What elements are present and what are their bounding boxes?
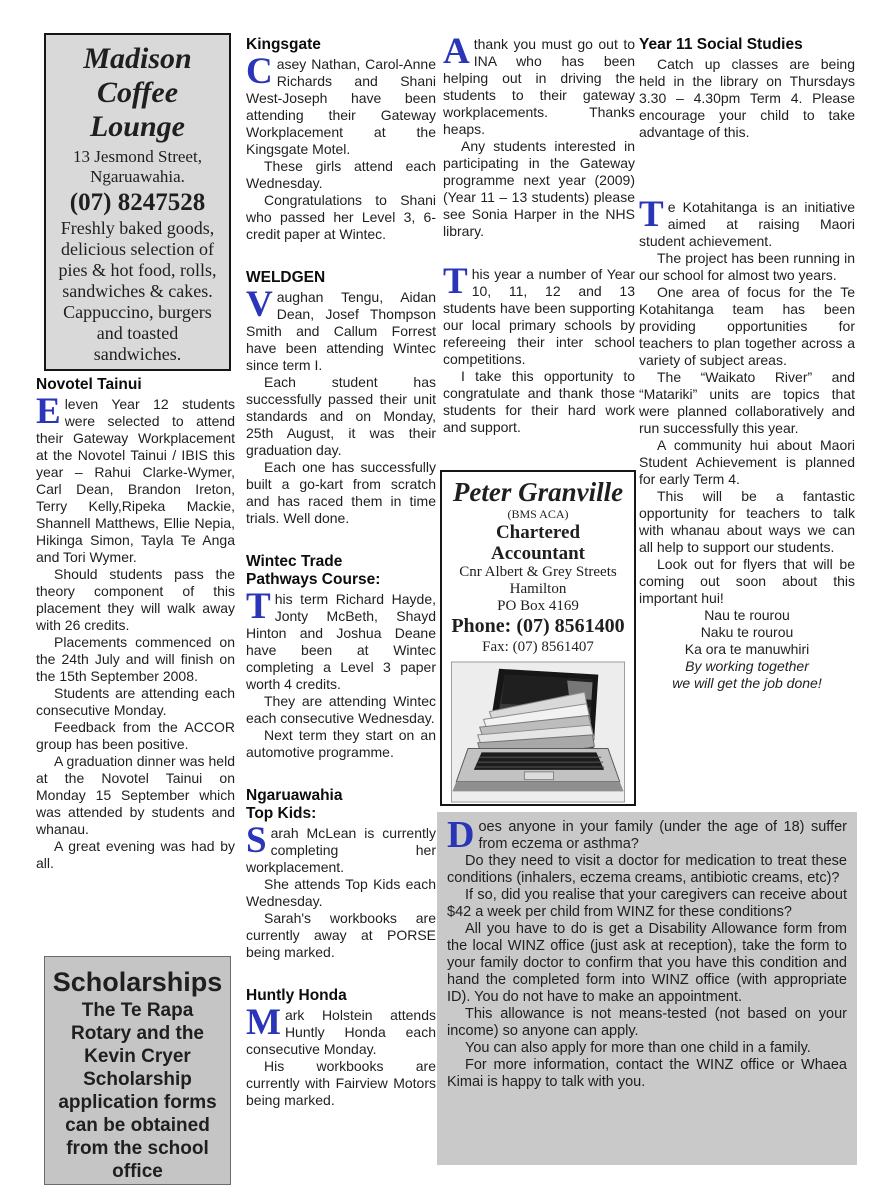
accountant-address [445,564,631,615]
ad-description [50,218,225,365]
accountant-phone: Phone: (07) 8561400 [451,615,625,637]
article-heading-line: Novotel Tainui [36,376,142,393]
article-weldgen [246,269,436,527]
article-year11-social-studies [639,36,855,141]
paragraph: Te Kotahitanga is an initiative aimed at raising Maori student achievement. [639,194,855,249]
accountant-address-line: PO Box 4169 [497,598,579,614]
article-heading [246,36,436,54]
paragraph: Feedback from the ACCOR group has been positive. [36,719,235,752]
paragraph: Vaughan Tengu, Aidan Dean, Josef Thompson Smith and Callum Forrest have been attending Wintec since term I. [246,284,436,373]
paragraph: All you have to do is get a Disability Allowance form from the local WINZ office (just ask at reception), take the form to your family doctor to confirm that you have this condition and hand the completed form into WINZ office (with appropriate ID). You do not have to make an appointment. [447,921,847,1005]
drop-cap: T [443,261,468,302]
ad-address-line: 13 Jesmond Street, [73,147,202,166]
paragraph: Placements commenced on the 24th July and will finish on the 15th September 2008. [36,634,235,684]
ad-description-line: Freshly baked goods, [60,218,215,238]
article-heading [246,553,436,589]
paragraph: They are attending Wintec each consecutive Wednesday. [246,693,436,726]
article-heading-line: Year 11 Social Studies [639,36,803,53]
paragraph: Students are attending each consecutive Monday. [36,685,235,718]
paragraph: This will be a fantastic opportunity for teachers to talk with whanau about ways we can all help to support our students. [639,488,855,555]
paragraph: This allowance is not means-tested (not based on your income) so anyone can apply. [447,1006,847,1039]
paragraph: Next term they start on an automotive programme. [246,727,436,760]
drop-cap: T [246,586,271,627]
paragraph: A graduation dinner was held at the Novotel Tainui on Monday 15 September which was attended by students and whanau. [36,753,235,837]
drop-cap: D [447,814,475,856]
paragraph: Catch up classes are being held in the library on Thursdays 3.30 – 4.30pm Term 4. Please encourage your child to take advantage of this. [639,56,855,140]
article-heading [246,269,436,287]
paragraph: Casey Nathan, Carol-Anne Richards and Shani West-Joseph have been attending their Gateway Workplacement at the Kingsgate Motel. [246,51,436,157]
paragraph: Sarah McLean is currently completing her workplacement. [246,820,436,875]
accountant-title-line: Accountant [491,543,585,564]
article-referees [443,261,635,436]
ad-address-line: Ngaruawahia. [90,167,185,186]
centered-line: Nau te rourou [704,607,790,623]
paragraph: This term Richard Hayde, Jonty McBeth, Shayd Hinton and Joshua Deane have been at Wintec completing a Level 3 paper worth 4 credits. [246,586,436,692]
scholarships-box [44,956,231,1185]
centered-line: Ka ora te manuwhiri [684,641,810,657]
accountant-title [445,522,631,564]
article-heading [246,787,436,823]
scholarships-body: The Te Rapa Rotary and the Kevin Cryer Scholarship application forms can be obtained from the school office [58,1000,217,1182]
drop-cap: A [443,31,470,72]
ad-title-line: Lounge [89,110,185,143]
paragraph: Sarah's workbooks are currently away at PORSE being marked. [246,910,436,960]
paragraph: Any students interested in participating in the Gateway programme next year (2009) (Year 11 – 13 students) please see Sonia Harper in the NHS library. [443,138,635,239]
paragraph: A community hui about Maori Student Achievement is planned for early Term 4. [639,437,855,487]
ad-phone: (07) 8247528 [69,189,206,216]
article-heading [246,987,436,1005]
drop-cap: C [246,51,273,92]
column-3 [443,31,635,462]
article-kingsgate [246,36,436,243]
paragraph: The “Waikato River” and “Matariki” units are topics that were planned collaboratively and run successfully this year. [639,369,855,436]
column-1 [36,376,235,898]
article-heading [639,36,855,54]
article-wintec-trade-pathways [246,553,436,761]
article-te-kotahitanga [639,194,855,692]
drop-cap: M [246,1002,281,1043]
accountant-qualification: (BMS ACA) [507,507,569,521]
article-heading-line: Ngaruawahia [246,787,343,804]
paragraph: I take this opportunity to congratulate and thank those students for their hard work and support. [443,368,635,435]
drop-cap: E [36,391,61,432]
column-2 [246,36,436,1135]
drop-cap: V [246,284,273,325]
article-heading-line: Kingsgate [246,36,321,53]
article-heading-line: Wintec Trade [246,553,343,570]
ad-description-line: sandwiches. [93,344,182,364]
paragraph: The project has been running in our school for almost two years. [639,250,855,283]
ad-description-line: delicious selection of [61,239,214,259]
accountant-fax: Fax: (07) 8561407 [482,639,594,655]
article-heading-line: Huntly Honda [246,987,347,1004]
paragraph: Should students pass the theory component of this placement they will walk away with 26 credits. [36,566,235,633]
italic-line: By working together [685,658,809,674]
ad-description-line: Cappuccino, burgers [63,302,212,322]
paragraph: Do they need to visit a doctor for medication to treat these conditions (inhalers, eczema creams, antibiotic creams, etc)? [447,853,847,886]
scholarships-title: Scholarships [52,967,223,997]
paragraph: Each student has successfully passed their unit standards and on Monday, 25th August, it was their graduation day. [246,374,436,458]
accountant-address-line: Hamilton [509,581,567,597]
paragraph: One area of focus for the Te Kotahitanga team has been providing opportunities for teachers to plan together across a variety of subject areas. [639,284,855,368]
paragraph: Does anyone in your family (under the age of 18) suffer from eczema or asthma? [447,814,847,856]
ad-title [50,42,225,144]
paragraph: Look out for flyers that will be coming out soon about this important hui! [639,556,855,606]
accountant-name: Peter Granville [452,477,624,507]
paragraph: For more information, contact the WINZ office or Whaea Kimai is happy to talk with you. [447,1057,847,1090]
paragraph: She attends Top Kids each Wednesday. [246,876,436,909]
drop-cap: S [246,820,267,861]
centered-line: Naku te rourou [700,624,794,640]
paragraph: Eleven Year 12 students were selected to attend their Gateway Workplacement at the Novotel Tainui / IBIS this year – Rahui Clarke-Wymer, Carl Dean, Brandon Ireton, Terry Kelly,Ripeka Mackie, Shannell Matthews, Ellie Nepia, Hikinga Simon, Tayla Te Anga and Tori Wymer. [36,391,235,565]
article-heading-line: Top Kids: [246,805,317,822]
ad-description-line: sandwiches & cakes. [62,281,213,301]
ad-address [50,147,225,187]
column-4 [639,36,855,718]
paragraph: This year a number of Year 10, 11, 12 and 13 students have been supporting our local primary schools by refereeing their inter school competitions. [443,261,635,367]
article-winz-eczema-asthma [447,814,847,1091]
drop-cap: T [639,194,664,235]
paragraph: Athank you must go out to INA who has been helping out in driving the students to their gateway workplacements. Thanks heaps. [443,31,635,137]
paragraph: Mark Holstein attends Huntly Honda each consecutive Monday. [246,1002,436,1057]
article-novotel-tainui [36,376,235,872]
accountant-title-line: Chartered [495,522,581,543]
paragraph: These girls attend each Wednesday. [246,158,436,191]
article-heading [36,376,235,394]
madison-coffee-lounge-ad [44,33,231,371]
paragraph: Congratulations to Shani who passed her Level 3, 6-credit paper at Wintec. [246,192,436,242]
article-ina-thanks [443,31,635,240]
paragraph: If so, did you realise that your caregivers can receive about $42 a week per child from WINZ for these conditions? [447,887,847,920]
ad-title-line: Coffee [96,76,179,109]
accountant-address-line: Cnr Albert & Grey Streets [459,564,617,580]
paragraph: A great evening was had by all. [36,838,235,871]
ad-title-line: Madison [83,42,192,75]
ad-description-line: and toasted [96,323,179,343]
paragraph: Each one has successfully built a go-kart from scratch and has raced them in time trials. Well done. [246,459,436,526]
laptop-photo [450,661,626,803]
article-heading-line: Pathways Course: [246,571,381,588]
article-huntly-honda [246,987,436,1109]
article-heading-line: WELDGEN [246,269,326,286]
paragraph: You can also apply for more than one child in a family. [465,1040,811,1056]
paragraph: His workbooks are currently with Fairview Motors being marked. [246,1058,436,1108]
winz-allowance-panel [437,812,857,1165]
italic-line: we will get the job done! [672,675,822,691]
ad-description-line: pies & hot food, rolls, [58,260,217,280]
peter-granville-ad [440,470,636,806]
article-ngaruawahia-top-kids [246,787,436,961]
